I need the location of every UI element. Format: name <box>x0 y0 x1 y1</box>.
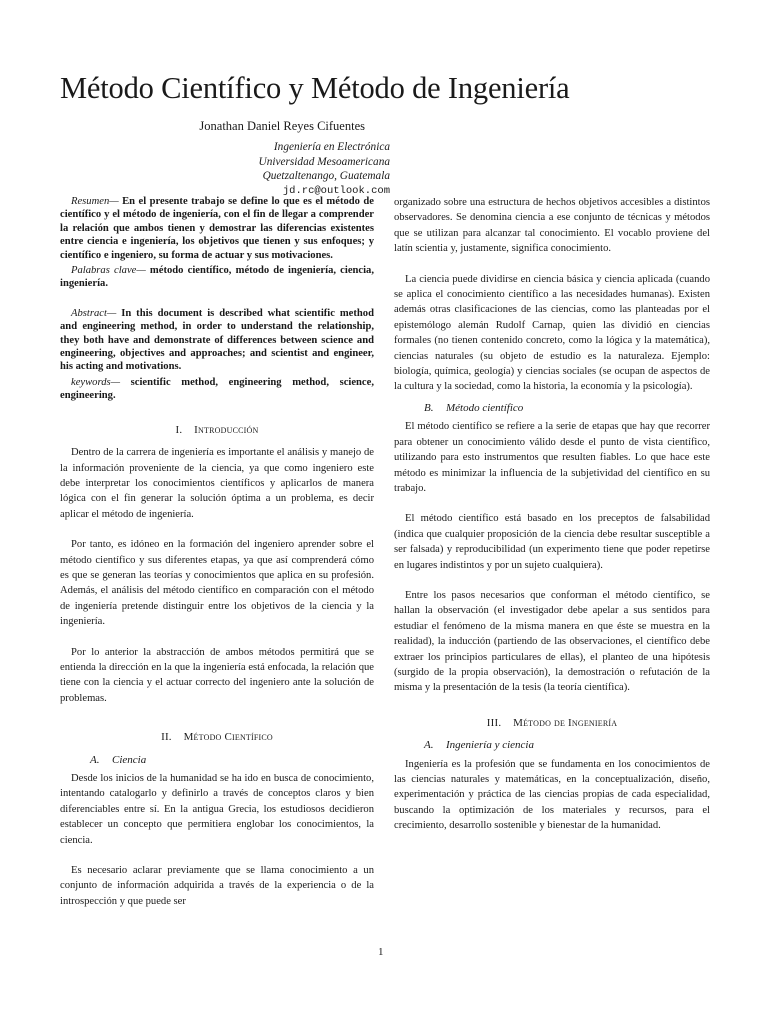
paragraph: El método científico está basado en los preceptos de falsabilidad (indica que cualquier proposición de la ciencia debe resultar susceptible a ser falsada) y reproducibilidad (un experimento tiene que poder repetirse en lugares indistintos y por un sujeto cualquiera). <box>394 513 710 571</box>
section-title: Método Científico <box>183 731 273 744</box>
paragraph: Por lo anterior la abstracción de ambos métodos permitirá que se entienda la dirección en la que la ingeniería está enfocada, la relación que tiene con la ciencia y el actuar correcto del ingeniero ante la solución de problemas. <box>60 646 374 704</box>
keywords-english-text: scientific method, engineering method, science, engineering. <box>60 376 374 402</box>
keywords-spanish-text: método científico, método de ingeniería, ciencia, ingeniería. <box>60 265 375 290</box>
keywords-english <box>60 376 374 403</box>
section-number: III. <box>486 716 502 729</box>
section-number: I. <box>175 423 183 436</box>
section-heading-introduccion <box>60 423 374 438</box>
affiliation-location: Quetzaltenango, Guatemala <box>262 170 390 182</box>
abstract-spanish-text: En el presente trabajo se define lo que es el método de científico y el método de ingeniería, con el fin de llegar a comprender la relación que ambos tienen y demostrar las diferencias existentes entre ciencia e ingeniería, los objetivos que tienen y sus enfoques; y científico e ingeniero, su forma de actuar y sus motivaciones. <box>60 196 374 261</box>
page-number: 1 <box>378 946 384 958</box>
subsection-title: Método científico <box>446 401 524 414</box>
left-column <box>60 195 374 909</box>
subsection-heading-metodo-cientifico <box>424 401 710 416</box>
subsection-title: Ingeniería y ciencia <box>446 739 534 752</box>
paragraph: La ciencia puede dividirse en ciencia básica y ciencia aplicada (cuando se aplica el conocimiento científico a las necesidades humanas). Existen además otras clasificaciones de las ciencias, como las planteadas por el epistemólogo alemán Rudolf Carnap, quien las dividió en ciencias formales (no tienen contenido concreto, como la lógica y la matemática), ciencias naturales (su objeto de estudio es la naturaleza. Ejemplo: biología, química, geología) y ciencias sociales (se ocupan de aspectos de la cultura y la sociedad, como la historia, la economía y la psicología). <box>394 273 710 393</box>
affiliation-university: Universidad Mesoamericana <box>258 155 390 168</box>
paragraph: Por tanto, es idóneo en la formación del ingeniero aprender sobre el método científico y sus diferentes etapas, ya que así comprenderá cómo es que se generan las teorías y conocimientos que aplica en su profesión. Además, el análisis del método científico en comparación con el método de ingeniería pretende distinguir entre los objetivos de la ciencia y la ingeniería. <box>60 539 374 628</box>
abstract-spanish <box>60 195 374 262</box>
paragraph: Desde los inicios de la humanidad se ha ido en busca de conocimiento, intentando catalogarlo y definirlo a través de conceptos claros y bien diferenciables entre sí. En la antigua Grecia, los estudiosos decidieron establecer un concepto que permitiera englobar los conocimientos, la ciencia. <box>60 773 374 846</box>
keywords-spanish <box>60 264 374 291</box>
section-heading-metodo-ingenieria <box>394 716 710 731</box>
author-affiliation <box>60 140 390 198</box>
paper-title: Método Científico y Método de Ingeniería <box>60 71 570 105</box>
abstract-english-text: In this document is described what scientific method and engineering method, in order to understand the relationship, they both have and demonstrate of differences between science and engineering, objectives and approaches; and scientist and engineer, his acting and motivations. <box>60 307 374 373</box>
section-title: Método de Ingeniería <box>513 716 618 729</box>
subsection-number: A. <box>90 753 100 766</box>
right-column <box>394 195 710 834</box>
subsection-number: B. <box>424 401 434 414</box>
keywords-spanish-lead: Palabras clave— <box>71 265 146 277</box>
section-number: II. <box>161 731 172 744</box>
subsection-heading-ciencia <box>90 753 374 768</box>
paragraph: El método científico se refiere a la serie de etapas que hay que recorrer para obtener un conocimiento válido desde el punto de vista científico, utilizando para esto instrumentos que resulten fiables. Lo que hace este método es minimizar la influencia de la subjetividad del científico en su trabajo. <box>394 421 710 494</box>
paragraph: Ingeniería es la profesión que se fundamenta en los conocimientos de las ciencias naturales y matemáticas, en la conceptualización, diseño, experimentación y práctica de las ciencias propias de cada especialidad, buscando la optimización de los materiales y recursos, para el crecimiento, desarrollo sostenible y bienestar de la humanidad. <box>394 758 710 832</box>
abstract-spanish-lead: Resumen— <box>71 196 119 207</box>
paragraph: Dentro de la carrera de ingeniería es importante el análisis y manejo de la información proveniente de la ciencia, ya que como ingeniero este debe interpretar los conocimientos científicos y aplicarlos de manera lógica con el fin generar la solución óptima a un problema, es decir aplicar el método de ingeniería. <box>60 447 374 520</box>
paragraph: Es necesario aclarar previamente que se llama conocimiento a un conjunto de información adquirida a través de la experiencia o de la introspección y que puede ser <box>60 865 374 907</box>
abstract-english-lead: Abstract— <box>71 307 117 319</box>
affiliation-program: Ingeniería en Electrónica <box>273 141 390 153</box>
keywords-english-lead: keywords— <box>71 376 121 388</box>
subsection-title: Ciencia <box>112 753 147 766</box>
subsection-number: A. <box>424 739 434 752</box>
subsection-heading-ingenieria-ciencia <box>424 738 710 753</box>
abstract-english <box>60 307 374 374</box>
author-email: jd.rc@outlook.com <box>282 184 390 197</box>
section-title: Introducción <box>194 423 259 436</box>
section-heading-metodo-cientifico <box>60 730 374 745</box>
author-name: Jonathan Daniel Reyes Cifuentes <box>199 119 365 133</box>
paragraph: Entre los pasos necesarios que conforman el método científico, se hallan la observación (el investigador debe apelar a sus sentidos para estudiar el fenómeno de la misma manera en que éste se muestra en la realidad), la inducción (partiendo de las observaciones, el científico debe extraer los principios particulares de ellas), el planteo de una hipótesis (surgido de la propia observación), la demostración o refutación de la misma y la presentación de la tesis (la teoría científica). <box>394 589 710 694</box>
paragraph-continued: organizado sobre una estructura de hechos objetivos accesibles a distintos observadores. Se denomina ciencia a ese conjunto de técnicas y métodos que se utilizan para alcanzar tal conocimiento. El vocablo proviene del latín scientia y, justamente, significa conocimiento. <box>394 197 710 255</box>
